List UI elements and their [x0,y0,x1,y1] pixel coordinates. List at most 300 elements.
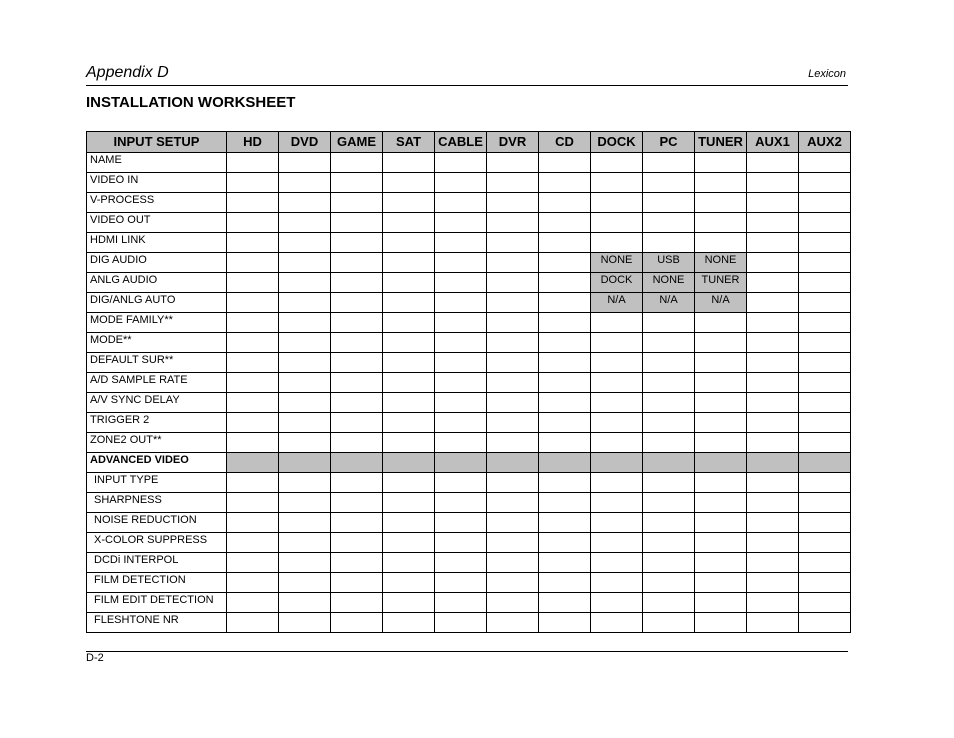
worksheet-cell [799,473,851,493]
worksheet-cell [799,313,851,333]
worksheet-cell [539,153,591,173]
worksheet-cell [799,513,851,533]
worksheet-cell [643,473,695,493]
worksheet-cell [695,153,747,173]
worksheet-cell [747,433,799,453]
worksheet-cell: NONE [643,273,695,293]
table-row [87,553,851,573]
worksheet-cell [435,333,487,353]
table-row [87,613,851,633]
worksheet-cell [695,533,747,553]
worksheet-cell [331,573,383,593]
worksheet-cell [279,213,331,233]
column-header: INPUT SETUP [87,132,227,153]
column-header: DVR [487,132,539,153]
worksheet-cell [487,333,539,353]
worksheet-cell [695,613,747,633]
worksheet-cell [227,473,279,493]
worksheet-cell [539,333,591,353]
header-section-label: Appendix D [86,64,169,81]
worksheet-cell [227,313,279,333]
worksheet-cell [331,453,383,473]
worksheet-cell [383,473,435,493]
worksheet-cell [227,593,279,613]
worksheet-cell [435,353,487,373]
worksheet-cell [539,393,591,413]
worksheet-cell [591,333,643,353]
worksheet-cell [539,453,591,473]
row-label: MODE** [87,333,227,353]
worksheet-cell [279,233,331,253]
worksheet-cell [383,273,435,293]
table-row [87,533,851,553]
worksheet-cell [435,293,487,313]
worksheet-cell [539,613,591,633]
worksheet-cell [227,153,279,173]
worksheet-cell [747,613,799,633]
table-row [87,153,851,173]
worksheet-cell [331,313,383,333]
worksheet-cell [383,373,435,393]
worksheet-cell [435,313,487,333]
worksheet-cell [747,513,799,533]
worksheet-cell [747,493,799,513]
worksheet-cell [539,213,591,233]
worksheet-cell [643,613,695,633]
worksheet-cell [643,493,695,513]
worksheet-cell [591,433,643,453]
worksheet-cell [799,413,851,433]
worksheet-cell [591,153,643,173]
worksheet-cell [279,393,331,413]
table-row [87,333,851,353]
worksheet-cell [695,413,747,433]
worksheet-cell [279,173,331,193]
worksheet-cell [539,293,591,313]
worksheet-cell [279,513,331,533]
worksheet-cell [435,593,487,613]
worksheet-cell [591,573,643,593]
column-header: GAME [331,132,383,153]
worksheet-cell [591,213,643,233]
row-label: DCDi INTERPOL [87,553,227,573]
row-label: NAME [87,153,227,173]
worksheet-cell [487,573,539,593]
table-row [87,233,851,253]
row-label: DEFAULT SUR** [87,353,227,373]
worksheet-cell [695,573,747,593]
worksheet-cell [227,493,279,513]
row-label: VIDEO IN [87,173,227,193]
worksheet-cell [331,153,383,173]
worksheet-cell [487,353,539,373]
worksheet-cell [747,353,799,373]
worksheet-cell [487,613,539,633]
worksheet-cell [591,393,643,413]
column-header: AUX1 [747,132,799,153]
worksheet-cell [279,193,331,213]
worksheet-cell [435,273,487,293]
worksheet-cell [643,153,695,173]
worksheet-cell [643,453,695,473]
worksheet-cell [383,173,435,193]
row-label: SHARPNESS [87,493,227,513]
worksheet-cell [227,273,279,293]
worksheet-cell: N/A [695,293,747,313]
row-label: MODE FAMILY** [87,313,227,333]
worksheet-cell [331,293,383,313]
worksheet-cell [799,553,851,573]
worksheet-cell [643,213,695,233]
worksheet-cell [695,453,747,473]
worksheet-cell [227,193,279,213]
worksheet-cell [799,613,851,633]
worksheet-cell [695,493,747,513]
worksheet-cell [383,573,435,593]
row-label: HDMI LINK [87,233,227,253]
worksheet-cell [591,613,643,633]
worksheet-cell [539,273,591,293]
worksheet-cell [435,173,487,193]
worksheet-cell [591,533,643,553]
worksheet-cell [591,413,643,433]
worksheet-cell [227,293,279,313]
worksheet-cell [747,533,799,553]
worksheet-cell [799,453,851,473]
worksheet-cell [227,253,279,273]
header-rule [86,85,848,86]
worksheet-cell [747,193,799,213]
worksheet-cell [487,233,539,253]
worksheet-cell [539,193,591,213]
table-row [87,373,851,393]
worksheet-cell [487,253,539,273]
table-row [87,173,851,193]
column-header: SAT [383,132,435,153]
row-label: A/V SYNC DELAY [87,393,227,413]
worksheet-cell [227,513,279,533]
worksheet-cell [279,153,331,173]
worksheet-cell [331,473,383,493]
worksheet-cell [747,273,799,293]
worksheet-cell [383,193,435,213]
header-brand: Lexicon [808,68,846,80]
worksheet-cell [695,333,747,353]
page-number: D-2 [86,652,104,664]
worksheet-cell [643,553,695,573]
worksheet-cell [279,613,331,633]
worksheet-cell [487,173,539,193]
worksheet-cell [747,473,799,493]
worksheet-cell [695,173,747,193]
worksheet-cell [487,153,539,173]
worksheet-cell [591,233,643,253]
column-header: DOCK [591,132,643,153]
row-label: ADVANCED VIDEO [87,453,227,473]
worksheet-cell [279,353,331,373]
worksheet-cell [643,193,695,213]
table-row [87,393,851,413]
worksheet-cell: USB [643,253,695,273]
row-label: FLESHTONE NR [87,613,227,633]
worksheet-cell [227,233,279,253]
worksheet-cell [383,513,435,533]
worksheet-cell [591,453,643,473]
worksheet-cell: N/A [591,293,643,313]
worksheet-cell [331,373,383,393]
worksheet-cell [383,353,435,373]
worksheet-cell [695,433,747,453]
worksheet-cell [539,433,591,453]
worksheet-cell [799,293,851,313]
worksheet-cell [331,193,383,213]
table-header-row [87,132,851,153]
worksheet-cell [279,373,331,393]
worksheet-cell [227,373,279,393]
worksheet-cell [487,593,539,613]
worksheet-cell [747,233,799,253]
worksheet-cell [435,413,487,433]
worksheet-cell [591,513,643,533]
worksheet-cell [747,413,799,433]
worksheet-cell [279,473,331,493]
table-row [87,493,851,513]
row-label: NOISE REDUCTION [87,513,227,533]
row-label: INPUT TYPE [87,473,227,493]
worksheet-cell [227,433,279,453]
worksheet-cell [383,293,435,313]
worksheet-cell [435,453,487,473]
table-row [87,413,851,433]
worksheet-cell [487,313,539,333]
worksheet-cell [227,573,279,593]
worksheet-cell: NONE [695,253,747,273]
worksheet-cell [383,553,435,573]
worksheet-cell [799,373,851,393]
worksheet-cell [539,253,591,273]
worksheet-cell [799,253,851,273]
worksheet-cell [435,473,487,493]
worksheet-cell [279,493,331,513]
worksheet-cell [487,273,539,293]
worksheet-cell [279,253,331,273]
table-row [87,573,851,593]
table-row [87,433,851,453]
worksheet-cell [383,233,435,253]
column-header: HD [227,132,279,153]
worksheet-cell [643,173,695,193]
row-label: DIG/ANLG AUTO [87,293,227,313]
worksheet-cell [227,553,279,573]
worksheet-cell [747,573,799,593]
table-row [87,453,851,473]
worksheet-cell [591,373,643,393]
worksheet-cell [799,533,851,553]
column-header: AUX2 [799,132,851,153]
worksheet-cell [747,173,799,193]
worksheet-cell [227,613,279,633]
row-label: ANLG AUDIO [87,273,227,293]
worksheet-cell [279,533,331,553]
worksheet-cell [539,473,591,493]
worksheet-cell [695,213,747,233]
worksheet-cell [383,593,435,613]
worksheet-cell [643,233,695,253]
worksheet-cell [487,553,539,573]
worksheet-cell [435,253,487,273]
worksheet-cell [747,373,799,393]
worksheet-cell [487,513,539,533]
worksheet-cell [279,573,331,593]
worksheet-cell [227,353,279,373]
worksheet-cell [331,593,383,613]
worksheet-cell [487,453,539,473]
worksheet-cell [695,513,747,533]
worksheet-cell [279,433,331,453]
worksheet-cell [331,333,383,353]
worksheet-cell [435,553,487,573]
worksheet-cell [487,413,539,433]
worksheet-cell [331,273,383,293]
worksheet-cell [435,513,487,533]
worksheet-cell [331,513,383,533]
worksheet-cell [227,333,279,353]
worksheet-cell [279,553,331,573]
worksheet-cell [331,533,383,553]
table-row [87,273,851,293]
worksheet-cell [487,473,539,493]
worksheet-cell [799,573,851,593]
worksheet-cell [747,293,799,313]
worksheet-cell [643,573,695,593]
worksheet-cell [539,493,591,513]
row-label: VIDEO OUT [87,213,227,233]
worksheet-cell [695,553,747,573]
row-label: V-PROCESS [87,193,227,213]
worksheet-cell [539,553,591,573]
row-label: A/D SAMPLE RATE [87,373,227,393]
worksheet-cell [591,173,643,193]
worksheet-cell [747,253,799,273]
worksheet-cell [695,313,747,333]
worksheet-cell [279,313,331,333]
worksheet-cell [539,413,591,433]
worksheet-cell [539,513,591,533]
worksheet-cell [227,173,279,193]
worksheet-cell [227,453,279,473]
worksheet-cell [747,313,799,333]
worksheet-cell [539,373,591,393]
worksheet-cell [591,593,643,613]
column-header: DVD [279,132,331,153]
worksheet-cell [383,213,435,233]
worksheet-cell [331,233,383,253]
table-row [87,213,851,233]
row-label: X-COLOR SUPPRESS [87,533,227,553]
worksheet-cell [279,333,331,353]
worksheet-cell [591,313,643,333]
worksheet-cell [227,533,279,553]
worksheet-cell [695,193,747,213]
worksheet-cell [539,533,591,553]
worksheet-cell: NONE [591,253,643,273]
column-header: CD [539,132,591,153]
worksheet-cell [435,373,487,393]
worksheet-cell [383,433,435,453]
footer-rule [86,651,848,652]
worksheet-cell: N/A [643,293,695,313]
worksheet-cell [643,353,695,373]
worksheet-cell [383,253,435,273]
column-header: CABLE [435,132,487,153]
row-label: FILM EDIT DETECTION [87,593,227,613]
worksheet-cell [435,213,487,233]
worksheet-cell [695,473,747,493]
table-row [87,353,851,373]
worksheet-cell [279,593,331,613]
worksheet-cell [799,593,851,613]
worksheet-cell [539,353,591,373]
worksheet-cell [435,613,487,633]
row-label: TRIGGER 2 [87,413,227,433]
worksheet-cell [747,393,799,413]
worksheet-cell [435,573,487,593]
worksheet-cell [487,373,539,393]
worksheet-cell [799,153,851,173]
column-header: TUNER [695,132,747,153]
worksheet-cell [799,233,851,253]
worksheet-cell [435,433,487,453]
worksheet-cell [435,493,487,513]
worksheet-cell [747,333,799,353]
worksheet-cell [331,173,383,193]
worksheet-cell [487,393,539,413]
worksheet-cell [695,373,747,393]
worksheet-cell [539,593,591,613]
table-row [87,473,851,493]
worksheet-cell [383,313,435,333]
row-label: FILM DETECTION [87,573,227,593]
worksheet-cell [695,593,747,613]
worksheet-cell [591,553,643,573]
worksheet-cell [279,453,331,473]
worksheet-cell [487,433,539,453]
worksheet-cell [435,233,487,253]
worksheet-cell: DOCK [591,273,643,293]
worksheet-cell [331,213,383,233]
page-title: INSTALLATION WORKSHEET [86,94,296,111]
worksheet-cell [747,213,799,233]
worksheet-cell [487,213,539,233]
worksheet-cell [591,193,643,213]
worksheet-cell [279,273,331,293]
table-row [87,193,851,213]
worksheet-cell [591,473,643,493]
table-row [87,513,851,533]
worksheet-cell [799,353,851,373]
worksheet-cell [643,413,695,433]
worksheet-cell [799,493,851,513]
worksheet-cell [643,333,695,353]
worksheet-cell [799,433,851,453]
worksheet-cell [383,613,435,633]
worksheet-cell [331,553,383,573]
worksheet-cell [643,393,695,413]
worksheet-cell [539,573,591,593]
worksheet-cell [435,153,487,173]
worksheet-cell [747,593,799,613]
worksheet-cell [747,553,799,573]
